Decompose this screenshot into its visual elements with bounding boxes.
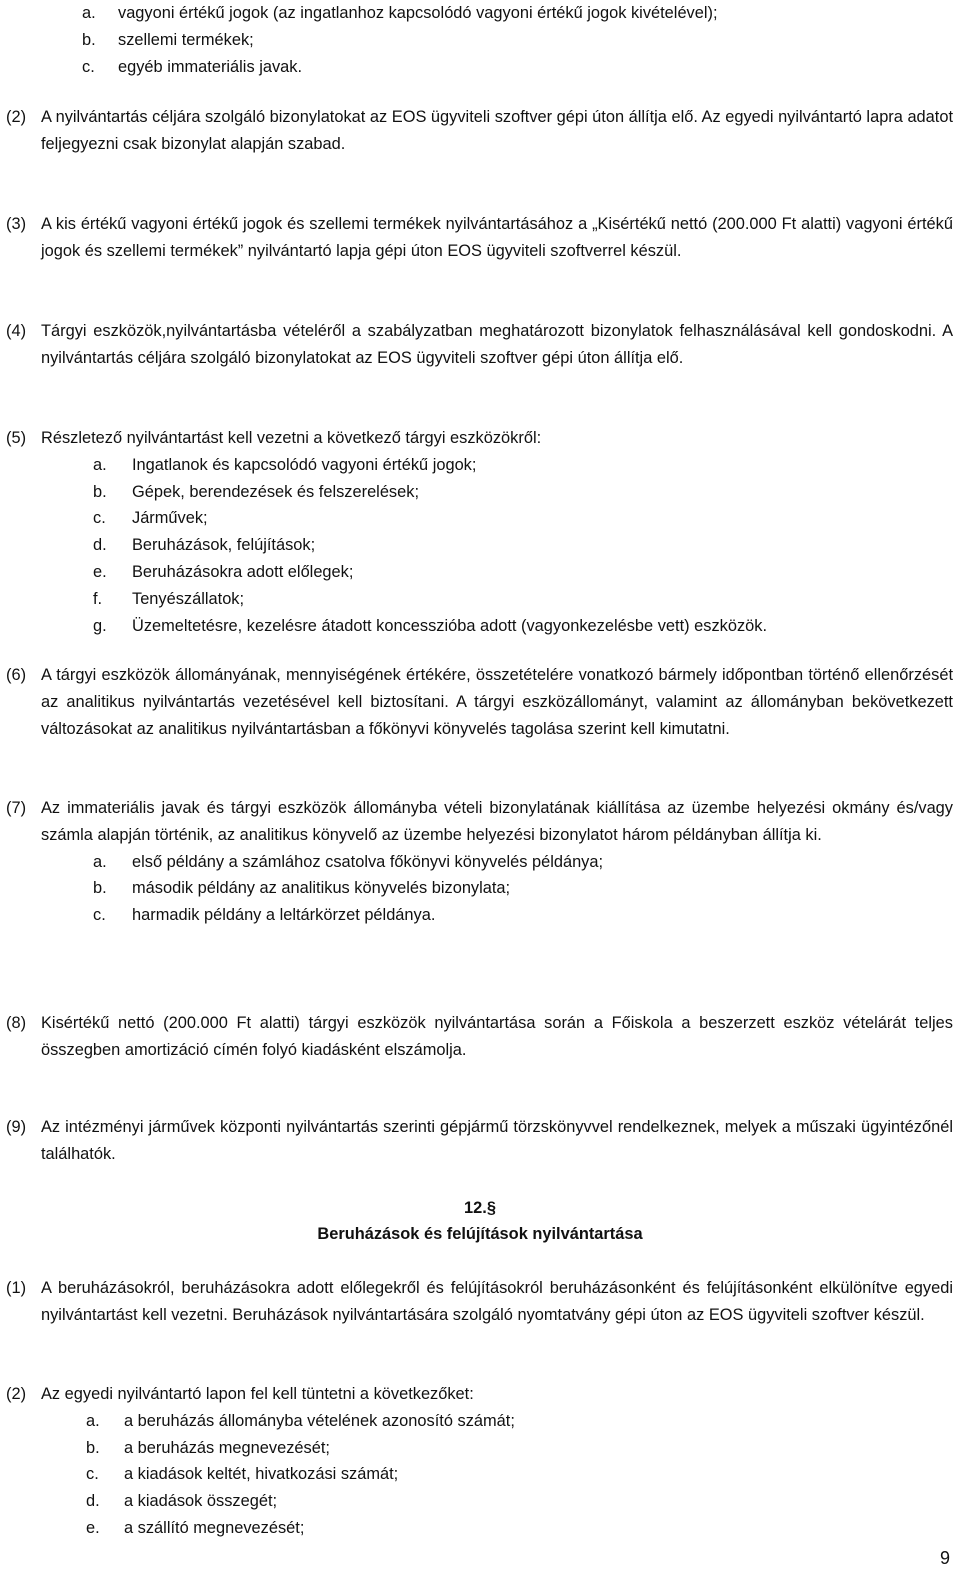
paragraph-text: Kisértékű nettó (200.000 Ft alatti) tárgyi eszközök nyilvántartása során a Főiskola a beszerzett eszköz vételárát teljes összegben amortizáció címén folyó kiadásként elszámolja. xyxy=(41,1014,953,1059)
list-item xyxy=(0,0,960,27)
list-item xyxy=(0,849,960,876)
paragraph-text: Részletező nyilvántartást kell vezetni a következő tárgyi eszközökről: xyxy=(41,429,542,447)
list-marker: d. xyxy=(93,536,107,555)
paragraph-text: Az immateriális javak és tárgyi eszközök állományba vételi bizonylatának kiállítása az üzembe helyezési okmány és/vagy számla alapján történik, az analitikus könyvelő az üzembe helyezési bizonylatot három példányban állítja ki. xyxy=(41,799,953,844)
list-marker: a. xyxy=(93,455,107,474)
list-marker: e. xyxy=(86,1518,100,1537)
list-marker: f. xyxy=(93,589,103,608)
paragraph-text: A nyilvántartás céljára szolgáló bizonylatokat az EOS ügyviteli szoftver gépi úton állítja elő. Az egyedi nyilvántartó lapra adatot feljegyezni csak bizonylat alapján szabad. xyxy=(41,108,954,153)
list-item xyxy=(0,902,960,929)
paragraph-3 xyxy=(0,211,960,265)
list-text: a beruházás megnevezését; xyxy=(124,1438,330,1457)
list-item xyxy=(0,875,960,902)
list-text: Beruházásokra adott előlegek; xyxy=(132,562,354,581)
paragraph-5 xyxy=(0,425,960,639)
paragraph-number: (3) xyxy=(6,215,27,233)
list-marker: a. xyxy=(82,4,96,22)
list-item xyxy=(0,1515,960,1542)
paragraph-4 xyxy=(0,318,960,372)
list-marker: c. xyxy=(93,509,106,528)
list-marker: c. xyxy=(86,1465,99,1484)
paragraph-text: A kis értékű vagyoni értékű jogok és szellemi termékek nyilvántartásához a „Kisértékű nettó (200.000 Ft alatti) vagyoni értékű jogok és szellemi termékek” nyilvántartó lapja gépi úton EOS ügyviteli szoftverrel készül. xyxy=(41,215,953,260)
paragraph-number: (4) xyxy=(6,322,27,340)
paragraph-number: (1) xyxy=(6,1279,27,1297)
list-marker: c. xyxy=(93,906,106,925)
list-text: harmadik példány a leltárkörzet példánya. xyxy=(132,906,436,925)
list-marker: b. xyxy=(86,1438,100,1457)
section-title: Beruházások és felújítások nyilvántartása xyxy=(317,1225,643,1243)
list-text: Ingatlanok és kapcsolódó vagyoni értékű jogok; xyxy=(132,455,477,474)
paragraph-text: Az intézményi járművek központi nyilvántartás szerinti gépjármű törzskönyvvel rendelkeznek, melyek a műszaki ügyintézőnél találhatók. xyxy=(41,1118,953,1163)
list-text: első példány a számlához csatolva főkönyvi könyvelés példánya; xyxy=(132,852,604,871)
list-text: Járművek; xyxy=(132,509,208,528)
list-item xyxy=(0,613,960,640)
list-marker: b. xyxy=(93,879,107,898)
paragraph-number: (2) xyxy=(6,108,27,126)
list-item xyxy=(0,1408,960,1435)
paragraph-2 xyxy=(0,104,960,158)
list-text: Tenyészállatok; xyxy=(132,589,245,608)
list-text: Gépek, berendezések és felszerelések; xyxy=(132,482,419,501)
list-item xyxy=(0,1435,960,1462)
section-number: 12.§ xyxy=(464,1199,496,1217)
list-item xyxy=(0,505,960,532)
list-item xyxy=(0,452,960,479)
list-marker: e. xyxy=(93,562,107,581)
list-marker: g. xyxy=(93,616,107,635)
paragraph-number: (7) xyxy=(6,799,27,817)
paragraph-8 xyxy=(0,1010,960,1064)
list-marker: b. xyxy=(82,30,96,49)
list-item xyxy=(0,586,960,613)
list-text: szellemi termékek; xyxy=(118,30,254,49)
section-paragraph-2 xyxy=(0,1381,960,1542)
paragraph-text: A tárgyi eszközök állományának, mennyiségének értékére, összetételére vonatkozó bármely időpontban történő ellenőrzését az analitikus nyilvántartás vezetésével kell biztosítani. A tárgyi eszközállományt, valamint az állományban bekövetkezett változásokat az analitikus nyilvántartásban a főkönyvi könyvelés tagolása szerint kell kimutatni. xyxy=(41,666,953,738)
paragraph-text: Tárgyi eszközök,nyilvántartásba vételéről a szabályzatban meghatározott bizonylatok felhasználásával kell gondoskodni. A nyilvántartás céljára szolgáló bizonylatokat az EOS ügyviteli szoftver gépi úton állítja elő. xyxy=(41,322,953,367)
list-marker: b. xyxy=(93,482,107,501)
paragraph-9 xyxy=(0,1114,960,1168)
list-item xyxy=(0,532,960,559)
paragraph-number: (6) xyxy=(6,666,27,684)
paragraph-6 xyxy=(0,662,960,742)
list-item xyxy=(0,1488,960,1515)
list-marker: a. xyxy=(86,1411,100,1430)
paragraph-text: Az egyedi nyilvántartó lapon fel kell tüntetni a következőket: xyxy=(41,1385,474,1403)
list-text: Üzemeltetésre, kezelésre átadott koncesszióba adott (vagyonkezelésbe vett) eszközök. xyxy=(132,616,768,635)
list-marker: a. xyxy=(93,852,107,871)
list-item xyxy=(0,559,960,586)
list-text: vagyoni értékű jogok (az ingatlanhoz kapcsolódó vagyoni értékű jogok kivételével); xyxy=(118,4,718,22)
list-text: a kiadások összegét; xyxy=(124,1492,278,1511)
paragraph-text: A beruházásokról, beruházásokra adott előlegekről és felújításokról beruházásonként és felújításonként elkülönítve egyedi nyilvántartást kell vezetni. Beruházások nyilvántartására szolgáló nyomtatvány gépi úton az EOS ügyviteli szoftver készül. xyxy=(41,1279,953,1324)
paragraph-number: (5) xyxy=(6,429,27,447)
paragraph-number: (2) xyxy=(6,1385,27,1403)
list-item xyxy=(0,1461,960,1488)
list-text: második példány az analitikus könyvelés bizonylata; xyxy=(132,879,511,898)
list-text: a szállító megnevezését; xyxy=(124,1518,305,1537)
list-text: a beruházás állományba vételének azonosító számát; xyxy=(124,1411,515,1430)
list-text: a kiadások keltét, hivatkozási számát; xyxy=(124,1465,399,1484)
paragraph-7 xyxy=(0,795,960,929)
list-item xyxy=(0,54,960,81)
list-item xyxy=(0,27,960,54)
paragraph-number: (9) xyxy=(6,1118,27,1136)
list-marker: d. xyxy=(86,1492,100,1511)
list-text: Beruházások, felújítások; xyxy=(132,536,316,555)
top-list xyxy=(0,0,960,80)
section-paragraph-1 xyxy=(0,1275,960,1329)
page-number: 9 xyxy=(939,1548,950,1568)
list-item xyxy=(0,479,960,506)
paragraph-number: (8) xyxy=(6,1014,27,1032)
list-text: egyéb immateriális javak. xyxy=(118,57,303,76)
list-marker: c. xyxy=(82,57,95,76)
